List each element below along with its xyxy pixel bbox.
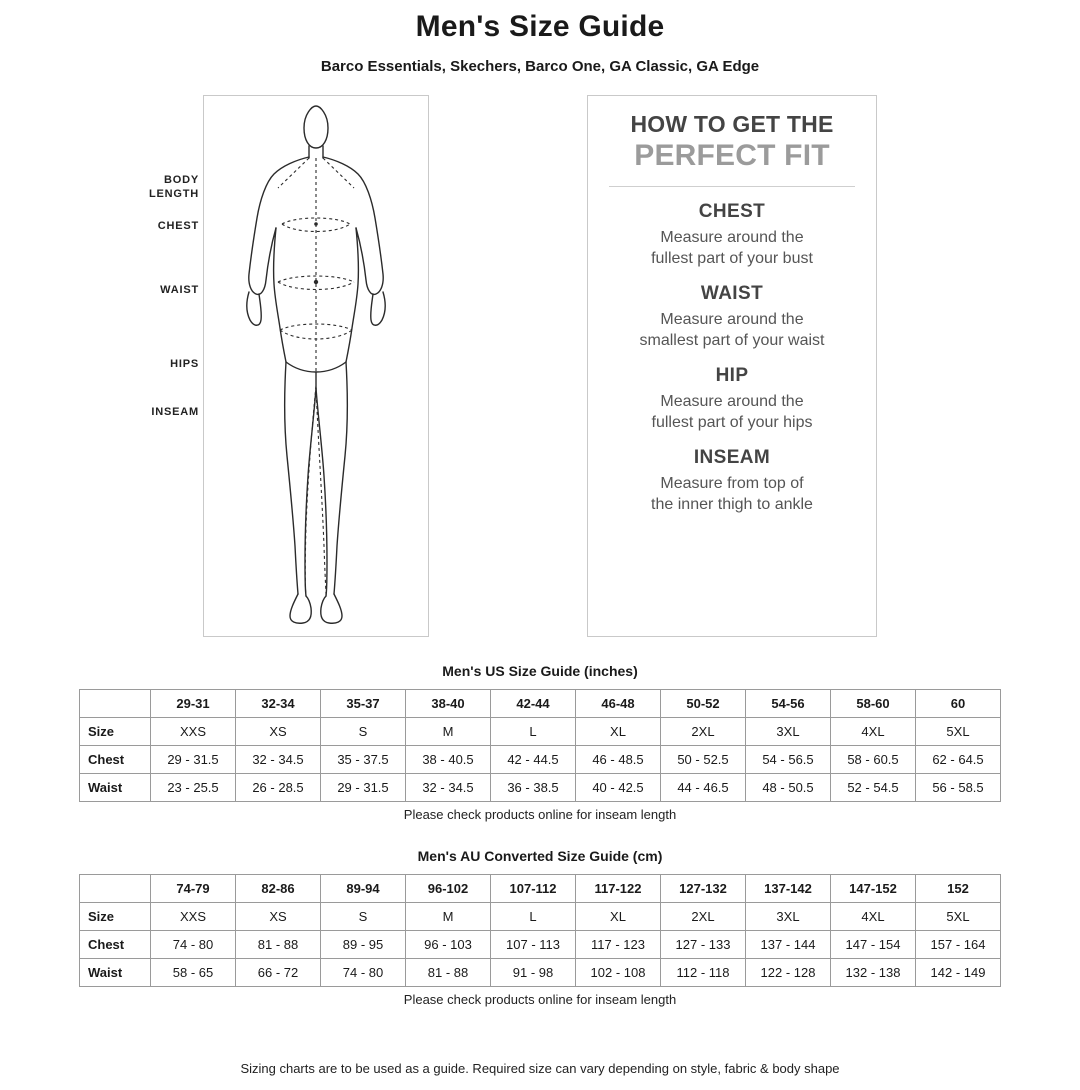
table-row: [80, 746, 1001, 774]
us-cell: 5XL: [916, 718, 1001, 746]
us-header-cell: 60: [916, 690, 1001, 718]
au-cell: 142 - 149: [916, 959, 1001, 987]
us-cell: 35 - 37.5: [321, 746, 406, 774]
us-header-cell: 46-48: [576, 690, 661, 718]
perfect-fit-heading-line2: PERFECT FIT: [634, 139, 830, 173]
us-row-label: Waist: [80, 774, 151, 802]
au-cell: 127 - 133: [661, 931, 746, 959]
au-cell: 112 - 118: [661, 959, 746, 987]
au-cell: L: [491, 903, 576, 931]
us-cell: 58 - 60.5: [831, 746, 916, 774]
fit-block-hip-line1: Measure around the: [660, 393, 804, 411]
us-header-cell: 35-37: [321, 690, 406, 718]
fit-block-hip-title: HIP: [715, 365, 749, 387]
au-header-cell: 152: [916, 875, 1001, 903]
au-header-cell: 96-102: [406, 875, 491, 903]
fit-block-waist-title: WAIST: [700, 283, 764, 305]
us-header-cell: 32-34: [236, 690, 321, 718]
au-cell: 96 - 103: [406, 931, 491, 959]
label-hips: HIPS: [170, 358, 199, 370]
us-cell: 44 - 46.5: [661, 774, 746, 802]
au-cell: 66 - 72: [236, 959, 321, 987]
au-cell: 117 - 123: [576, 931, 661, 959]
us-cell: 29 - 31.5: [151, 746, 236, 774]
table-row: [80, 718, 1001, 746]
fit-block-inseam-title: INSEAM: [693, 447, 771, 469]
au-cell: XL: [576, 903, 661, 931]
fit-block-inseam-line2: the inner thigh to ankle: [651, 495, 813, 513]
us-header-cell: 50-52: [661, 690, 746, 718]
au-row-label: Size: [80, 903, 151, 931]
us-cell: 32 - 34.5: [406, 774, 491, 802]
au-cell: 107 - 113: [491, 931, 576, 959]
au-row-label: Chest: [80, 931, 151, 959]
us-table-caption: Men's US Size Guide (inches): [442, 663, 638, 679]
fit-block-inseam: [588, 447, 876, 515]
fit-block-waist-line2: smallest part of your waist: [639, 331, 825, 349]
au-cell: 58 - 65: [151, 959, 236, 987]
us-cell: XS: [236, 718, 321, 746]
measurement-figure-panel: [148, 95, 429, 637]
au-table-note: Please check products online for inseam length: [403, 992, 677, 1007]
au-cell: 89 - 95: [321, 931, 406, 959]
table-row: [80, 774, 1001, 802]
au-header-cell: 89-94: [321, 875, 406, 903]
au-header-cell: 147-152: [831, 875, 916, 903]
au-cell: 81 - 88: [406, 959, 491, 987]
table-row: [80, 903, 1001, 931]
au-header-cell: 117-122: [576, 875, 661, 903]
au-cell: 137 - 144: [746, 931, 831, 959]
au-cell: 102 - 108: [576, 959, 661, 987]
au-row-label: Waist: [80, 959, 151, 987]
fit-block-hip: [588, 365, 876, 433]
au-cell: 74 - 80: [321, 959, 406, 987]
au-cell: 5XL: [916, 903, 1001, 931]
table-header-row: [80, 690, 1001, 718]
us-cell: 62 - 64.5: [916, 746, 1001, 774]
us-cell: S: [321, 718, 406, 746]
fit-block-hip-text: [588, 392, 876, 433]
label-chest: CHEST: [157, 220, 199, 232]
au-size-table: [79, 874, 1001, 987]
au-cell: 3XL: [746, 903, 831, 931]
label-waist: WAIST: [160, 284, 199, 296]
us-cell: 4XL: [831, 718, 916, 746]
au-cell: XS: [236, 903, 321, 931]
us-table-corner: [80, 690, 151, 718]
au-cell: XXS: [151, 903, 236, 931]
au-header-cell: 74-79: [151, 875, 236, 903]
us-size-table: [79, 689, 1001, 802]
label-body-length-line2: LENGTH: [148, 187, 199, 200]
perfect-fit-heading-line1: HOW TO GET THE: [630, 111, 834, 137]
table-header-row: [80, 875, 1001, 903]
us-table-note: Please check products online for inseam length: [403, 807, 677, 822]
us-header-cell: 42-44: [491, 690, 576, 718]
us-header-cell: 29-31: [151, 690, 236, 718]
us-cell: 48 - 50.5: [746, 774, 831, 802]
fit-block-inseam-line1: Measure from top of: [660, 475, 804, 493]
fit-block-waist-line1: Measure around the: [660, 311, 804, 329]
us-header-cell: 58-60: [831, 690, 916, 718]
au-cell: 147 - 154: [831, 931, 916, 959]
perfect-fit-panel: [587, 95, 877, 637]
fit-block-inseam-text: [588, 474, 876, 515]
au-cell: 122 - 128: [746, 959, 831, 987]
au-cell: S: [321, 903, 406, 931]
us-cell: 26 - 28.5: [236, 774, 321, 802]
au-header-cell: 127-132: [661, 875, 746, 903]
us-cell: L: [491, 718, 576, 746]
page-subtitle: Barco Essentials, Skechers, Barco One, GA Classic, GA Edge: [320, 58, 760, 75]
au-table-caption: Men's AU Converted Size Guide (cm): [417, 848, 663, 864]
label-body-length-line1: BODY: [164, 174, 199, 186]
au-table-corner: [80, 875, 151, 903]
us-cell: 54 - 56.5: [746, 746, 831, 774]
us-cell: 23 - 25.5: [151, 774, 236, 802]
us-cell: 2XL: [661, 718, 746, 746]
us-cell: 52 - 54.5: [831, 774, 916, 802]
us-cell: XL: [576, 718, 661, 746]
us-cell: 32 - 34.5: [236, 746, 321, 774]
size-guide-page: [0, 10, 1080, 1090]
table-row: [80, 931, 1001, 959]
au-cell: 81 - 88: [236, 931, 321, 959]
us-cell: 38 - 40.5: [406, 746, 491, 774]
fit-block-hip-line2: fullest part of your hips: [651, 413, 813, 431]
perfect-fit-heading: [588, 112, 876, 172]
us-cell: 50 - 52.5: [661, 746, 746, 774]
us-header-cell: 38-40: [406, 690, 491, 718]
fit-block-chest: [588, 201, 876, 269]
au-cell: 132 - 138: [831, 959, 916, 987]
label-inseam: INSEAM: [151, 406, 199, 418]
panels-row: [0, 95, 1080, 637]
male-body-diagram-icon: [204, 96, 428, 634]
au-cell: M: [406, 903, 491, 931]
us-cell: 46 - 48.5: [576, 746, 661, 774]
page-title: Men's Size Guide: [415, 10, 665, 43]
us-cell: 56 - 58.5: [916, 774, 1001, 802]
au-cell: 157 - 164: [916, 931, 1001, 959]
au-header-cell: 82-86: [236, 875, 321, 903]
us-cell: 40 - 42.5: [576, 774, 661, 802]
us-cell: XXS: [151, 718, 236, 746]
fit-block-waist: [588, 283, 876, 351]
fit-block-waist-text: [588, 310, 876, 351]
fit-block-chest-line1: Measure around the: [660, 229, 804, 247]
au-cell: 2XL: [661, 903, 746, 931]
au-header-cell: 107-112: [491, 875, 576, 903]
us-cell: 3XL: [746, 718, 831, 746]
table-row: [80, 959, 1001, 987]
us-cell: 36 - 38.5: [491, 774, 576, 802]
au-cell: 4XL: [831, 903, 916, 931]
us-header-cell: 54-56: [746, 690, 831, 718]
us-cell: 29 - 31.5: [321, 774, 406, 802]
fit-block-chest-line2: fullest part of your bust: [651, 249, 813, 267]
us-cell: M: [406, 718, 491, 746]
au-cell: 74 - 80: [151, 931, 236, 959]
us-row-label: Chest: [80, 746, 151, 774]
fit-block-chest-title: CHEST: [698, 201, 766, 223]
footer-disclaimer: Sizing charts are to be used as a guide. Required size can vary depending on style, fabric & body shape: [240, 1061, 840, 1076]
au-cell: 91 - 98: [491, 959, 576, 987]
fit-block-chest-text: [588, 228, 876, 269]
au-header-cell: 137-142: [746, 875, 831, 903]
us-cell: 42 - 44.5: [491, 746, 576, 774]
divider: [609, 186, 855, 187]
us-row-label: Size: [80, 718, 151, 746]
